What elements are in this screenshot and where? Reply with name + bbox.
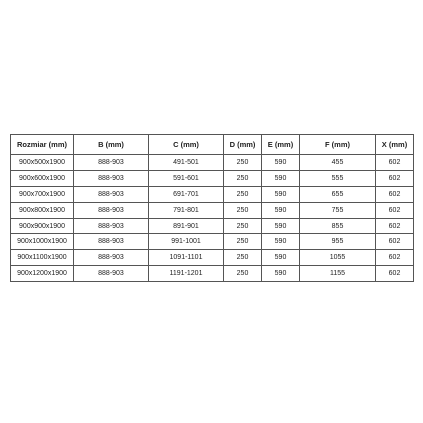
cell-x: 602 <box>376 218 414 234</box>
cell-rozmiar: 900x700x1900 <box>11 186 74 202</box>
cell-d: 250 <box>224 155 262 171</box>
cell-rozmiar: 900x500x1900 <box>11 155 74 171</box>
cell-rozmiar: 900x1000x1900 <box>11 234 74 250</box>
dimensions-table <box>10 134 414 282</box>
cell-b: 888-903 <box>74 155 149 171</box>
cell-b: 888-903 <box>74 250 149 266</box>
cell-c: 491-501 <box>149 155 224 171</box>
header-f: F (mm) <box>300 135 376 155</box>
cell-e: 590 <box>262 155 300 171</box>
header-c: C (mm) <box>149 135 224 155</box>
dimensions-table-container <box>10 134 413 282</box>
cell-b: 888-903 <box>74 186 149 202</box>
cell-rozmiar: 900x1100x1900 <box>11 250 74 266</box>
cell-b: 888-903 <box>74 234 149 250</box>
cell-c: 691-701 <box>149 186 224 202</box>
header-b: B (mm) <box>74 135 149 155</box>
table-row <box>11 155 414 171</box>
cell-f: 555 <box>300 170 376 186</box>
cell-x: 602 <box>376 186 414 202</box>
cell-c: 591-601 <box>149 170 224 186</box>
table-row <box>11 186 414 202</box>
cell-e: 590 <box>262 266 300 282</box>
cell-f: 655 <box>300 186 376 202</box>
cell-x: 602 <box>376 250 414 266</box>
header-x: X (mm) <box>376 135 414 155</box>
table-row <box>11 202 414 218</box>
cell-b: 888-903 <box>74 170 149 186</box>
cell-x: 602 <box>376 170 414 186</box>
cell-e: 590 <box>262 234 300 250</box>
cell-x: 602 <box>376 202 414 218</box>
table-row <box>11 250 414 266</box>
cell-e: 590 <box>262 218 300 234</box>
cell-e: 590 <box>262 202 300 218</box>
cell-d: 250 <box>224 250 262 266</box>
cell-d: 250 <box>224 202 262 218</box>
cell-b: 888-903 <box>74 202 149 218</box>
cell-f: 955 <box>300 234 376 250</box>
cell-x: 602 <box>376 234 414 250</box>
cell-f: 455 <box>300 155 376 171</box>
cell-c: 791-801 <box>149 202 224 218</box>
cell-d: 250 <box>224 186 262 202</box>
header-d: D (mm) <box>224 135 262 155</box>
header-e: E (mm) <box>262 135 300 155</box>
cell-f: 1155 <box>300 266 376 282</box>
cell-e: 590 <box>262 250 300 266</box>
cell-rozmiar: 900x800x1900 <box>11 202 74 218</box>
cell-d: 250 <box>224 266 262 282</box>
table-row <box>11 266 414 282</box>
cell-f: 755 <box>300 202 376 218</box>
table-row <box>11 234 414 250</box>
cell-c: 1191-1201 <box>149 266 224 282</box>
cell-x: 602 <box>376 155 414 171</box>
cell-rozmiar: 900x900x1900 <box>11 218 74 234</box>
cell-b: 888-903 <box>74 218 149 234</box>
cell-c: 991-1001 <box>149 234 224 250</box>
cell-e: 590 <box>262 186 300 202</box>
table-header-row <box>11 135 414 155</box>
cell-d: 250 <box>224 234 262 250</box>
cell-d: 250 <box>224 170 262 186</box>
cell-c: 891-901 <box>149 218 224 234</box>
cell-d: 250 <box>224 218 262 234</box>
table-row <box>11 170 414 186</box>
cell-rozmiar: 900x600x1900 <box>11 170 74 186</box>
header-rozmiar: Rozmiar (mm) <box>11 135 74 155</box>
cell-x: 602 <box>376 266 414 282</box>
cell-f: 855 <box>300 218 376 234</box>
cell-b: 888-903 <box>74 266 149 282</box>
cell-c: 1091-1101 <box>149 250 224 266</box>
cell-e: 590 <box>262 170 300 186</box>
cell-f: 1055 <box>300 250 376 266</box>
cell-rozmiar: 900x1200x1900 <box>11 266 74 282</box>
table-row <box>11 218 414 234</box>
